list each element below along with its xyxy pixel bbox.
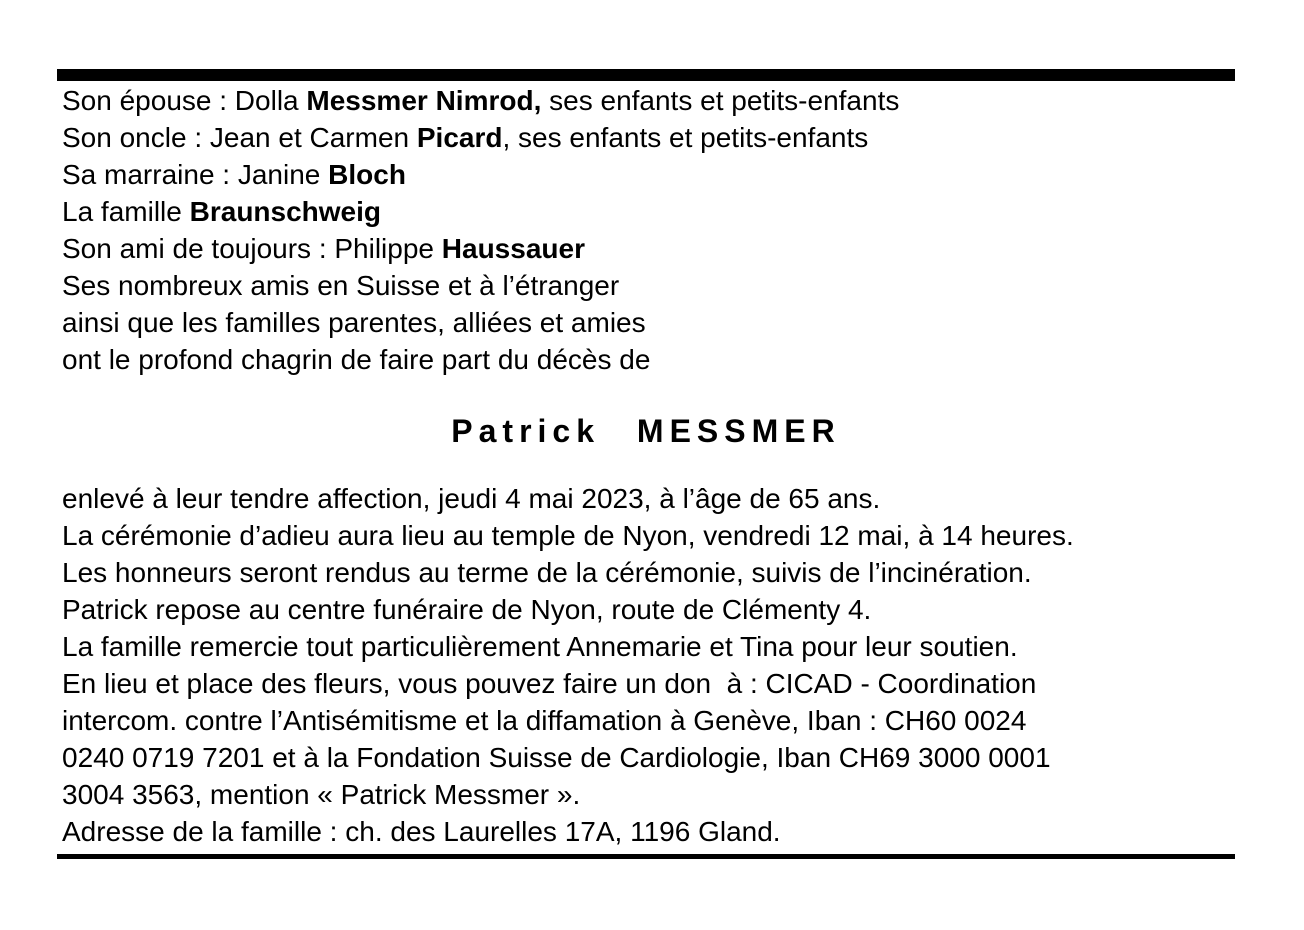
family-line [62, 230, 899, 267]
family-surname-bold: Bloch [328, 159, 406, 190]
family-line [62, 82, 899, 119]
family-surname-bold: Braunschweig [189, 196, 382, 227]
announcement-line: En lieu et place des fleurs, vous pouvez faire un don à : CICAD - Coordination [62, 668, 1037, 699]
family-surname-bold: Haussauer [441, 233, 585, 264]
family-line-text: ses enfants et petits-enfants [541, 85, 900, 116]
family-surname-bold: Messmer Nimrod, [306, 85, 542, 116]
family-line [62, 304, 899, 341]
family-line-text: Son épouse : Dolla [62, 85, 307, 116]
family-line [62, 341, 899, 378]
family-line-text: ont le profond chagrin de faire part du décès de [62, 344, 651, 375]
announcement-line: Les honneurs seront rendus au terme de la cérémonie, suivis de l’incinération. [62, 557, 1032, 588]
announcement-line: La cérémonie d’adieu aura lieu au temple de Nyon, vendredi 12 mai, à 14 heures. [62, 520, 1074, 551]
family-line-text: , ses enfants et petits-enfants [502, 122, 869, 153]
family-surname-bold: Picard [416, 122, 503, 153]
family-line-text: Sa marraine : Janine [62, 159, 329, 190]
announcement-line: La famille remercie tout particulièrement Annemarie et Tina pour leur soutien. [62, 631, 1018, 662]
announcement-line: intercom. contre l’Antisémitisme et la diffamation à Genève, Iban : CH60 0024 [62, 705, 1027, 736]
announcement-text [62, 480, 1074, 850]
top-divider-rule [57, 69, 1235, 81]
bottom-divider-rule [57, 854, 1235, 859]
family-line-text: ainsi que les familles parentes, alliées et amies [62, 307, 646, 338]
family-line-text: La famille [62, 196, 190, 227]
family-line-text: Ses nombreux amis en Suisse et à l’étranger [62, 270, 620, 301]
family-list [62, 82, 899, 378]
announcement-line: enlevé à leur tendre affection, jeudi 4 mai 2023, à l’âge de 65 ans. [62, 483, 881, 514]
deceased-name: Patrick MESSMER [451, 413, 841, 449]
family-line [62, 267, 899, 304]
family-line [62, 119, 899, 156]
announcement-line: Patrick repose au centre funéraire de Nyon, route de Clémenty 4. [62, 594, 872, 625]
family-line-text: Son ami de toujours : Philippe [62, 233, 442, 264]
family-line [62, 193, 899, 230]
announcement-line: 3004 3563, mention « Patrick Messmer ». [62, 779, 581, 810]
announcement-line: 0240 0719 7201 et à la Fondation Suisse de Cardiologie, Iban CH69 3000 0001 [62, 742, 1051, 773]
family-line-text: Son oncle : Jean et Carmen [62, 122, 417, 153]
announcement-line: Adresse de la famille : ch. des Laurelles 17A, 1196 Gland. [62, 816, 781, 847]
family-line [62, 156, 899, 193]
